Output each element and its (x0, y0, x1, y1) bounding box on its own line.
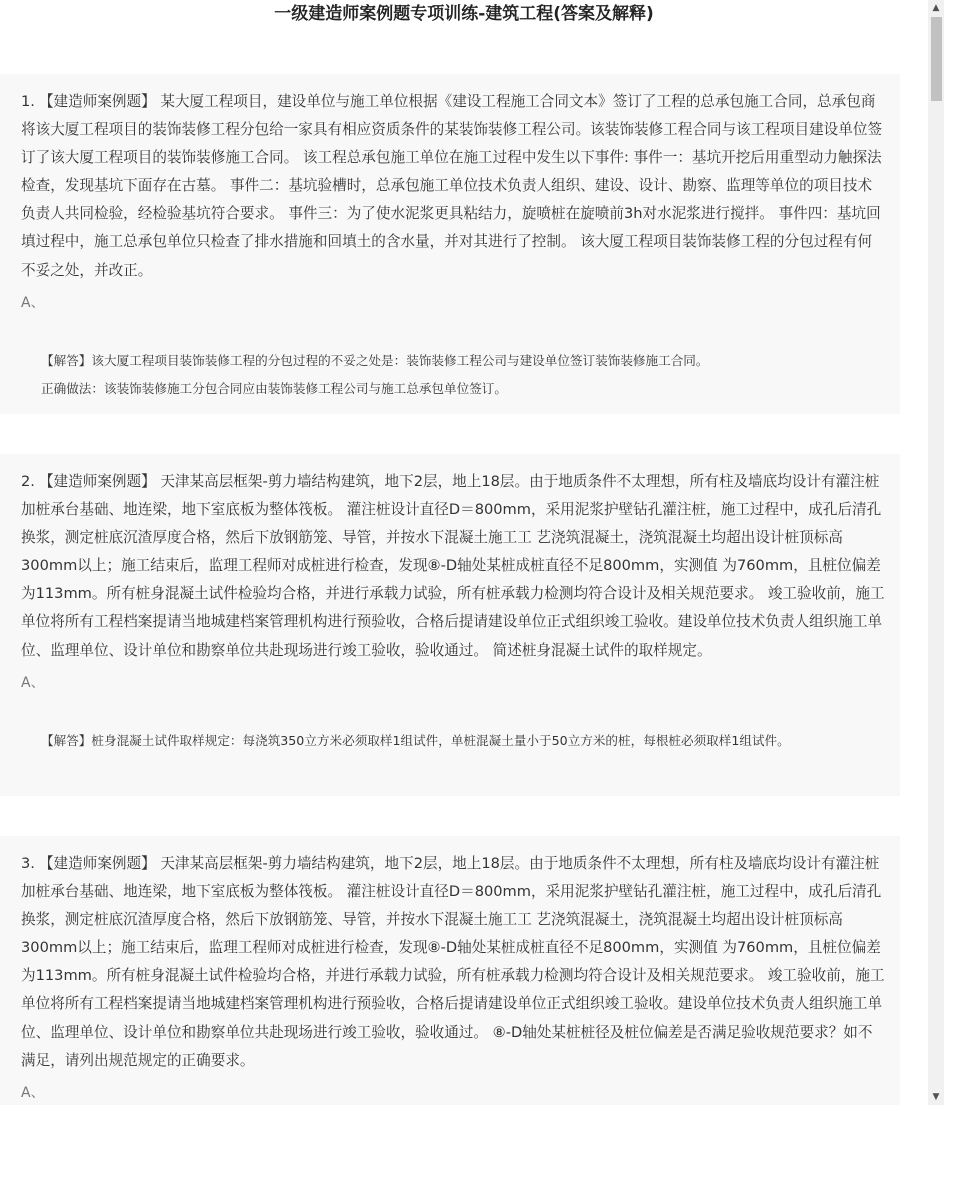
question-text (21, 850, 886, 1075)
answer-line: 【解答】该大厦工程项目装饰装修工程的分包过程的不妥之处是：装饰装修工程公司与建设单位签订装饰装修施工合同。 (41, 352, 709, 368)
option-label: A、 (21, 294, 45, 311)
question-body: 【建造师案例题】 天津某高层框架-剪力墙结构建筑，地下2层，地上18层。由于地质条件不太理想，所有柱及墙底均设计有灌注桩加桩承台基础、地连梁，地下室底板为整体筏板。 灌注桩设计直径D＝800mm，采用泥浆护壁钻孔灌注桩，施工过程中，成孔后清孔换浆，测定桩底沉渣厚度合格，然后下放钢筋笼、导管，并按水下混凝土施工工 艺浇筑混凝土，浇筑混凝土均超出设计桩顶标高300mm以上；施工结束后，监理工程师对成桩进行检查，发现⑧-D轴处某桩成桩直径不足800mm，实测值 为760mm，且桩位偏差为113mm。所有桩身混凝土试件检验均合格，并进行承载力试验，所有桩承载力检测均符合设计及相关规范要求。 竣工验收前，施工单位将所有工程档案提请当地城建档案管理机构进行预验收，合格后提请建设单位正式组织竣工验收。建设单位技术负责人组织施工单位、监理单位、设计单位和勘察单位共赴现场进行竣工验收，验收通过。 简述桩身混凝土试件的取样规定。 (21, 473, 885, 659)
question-text (21, 88, 886, 285)
answer-explanation (21, 727, 886, 755)
scroll-up-arrow-icon[interactable]: ▲ (932, 3, 940, 13)
option-label: A、 (21, 674, 45, 691)
vertical-scrollbar[interactable] (928, 0, 944, 1105)
question-number: 1. (21, 93, 35, 110)
option-label: A、 (21, 1084, 45, 1101)
question-body: 【建造师案例题】 某大厦工程项目，建设单位与施工单位根据《建设工程施工合同文本》签订了工程的总承包施工合同，总承包商将该大厦工程项目的装饰装修工程分包给一家具有相应资质条件的某装饰装修工程公司。该装饰装修工程合同与该工程项目建设单位签订了该大厦工程项目的装饰装修施工合同。 该工程总承包施工单位在施工过程中发生以下事件: 事件一：基坑开挖后用重型动力触探法检查，发现基坑下面存在古墓。 事件二：基坑验槽时，总承包施工单位技术负责人组织、建设、设计、勘察、监理等单位的项目技术负责人共同检验，经检验基坑符合要求。 事件三：为了使水泥浆更具粘结力，旋喷桩在旋喷前3h对水泥浆进行搅拌。 事件四：基坑回填过程中，施工总承包单位只检查了排水措施和回填土的含水量，并对其进行了控制。 该大厦工程项目装饰装修工程的分包过程有何不妥之处，并改正。 (21, 93, 883, 279)
question-text (21, 468, 886, 665)
scrollbar-thumb[interactable] (931, 17, 942, 101)
question-body: 【建造师案例题】 天津某高层框架-剪力墙结构建筑，地下2层，地上18层。由于地质条件不太理想，所有柱及墙底均设计有灌注桩加桩承台基础、地连梁，地下室底板为整体筏板。 灌注桩设计直径D＝800mm，采用泥浆护壁钻孔灌注桩，施工过程中，成孔后清孔换浆，测定桩底沉渣厚度合格，然后下放钢筋笼、导管，并按水下混凝土施工工 艺浇筑混凝土，浇筑混凝土均超出设计桩顶标高300mm以上；施工结束后，监理工程师对成桩进行检查，发现⑧-D轴处某桩成桩直径不足800mm，实测值 为760mm，且桩位偏差为113mm。所有桩身混凝土试件检验均合格，并进行承载力试验，所有桩承载力检测均符合设计及相关规范要求。 竣工验收前，施工单位将所有工程档案提请当地城建档案管理机构进行预验收，合格后提请建设单位正式组织竣工验收。建设单位技术负责人组织施工单位、监理单位、设计单位和勘察单位共赴现场进行竣工验收，验收通过。 ⑧-D轴处某桩桩径及桩位偏差是否满足验收规范要求？如不满足，请列出规范规定的正确要求。 (21, 855, 885, 1069)
scroll-down-arrow-icon[interactable]: ▼ (932, 1092, 940, 1102)
question-card (0, 454, 900, 796)
question-card (0, 74, 900, 414)
answer-line: 正确做法：该装饰装修施工分包合同应由装饰装修工程公司与施工总承包单位签订。 (41, 380, 507, 396)
question-number: 2. (21, 473, 35, 490)
question-card (0, 836, 900, 1105)
answer-line: 【解答】桩身混凝土试件取样规定：每浇筑350立方米必须取样1组试件，单桩混凝土量小于50立方米的桩，每根桩必须取样1组试件。 (41, 732, 790, 748)
answer-explanation (21, 347, 886, 403)
page-title: 一级建造师案例题专项训练-建筑工程(答案及解释) (274, 4, 654, 24)
question-number: 3. (21, 855, 35, 872)
